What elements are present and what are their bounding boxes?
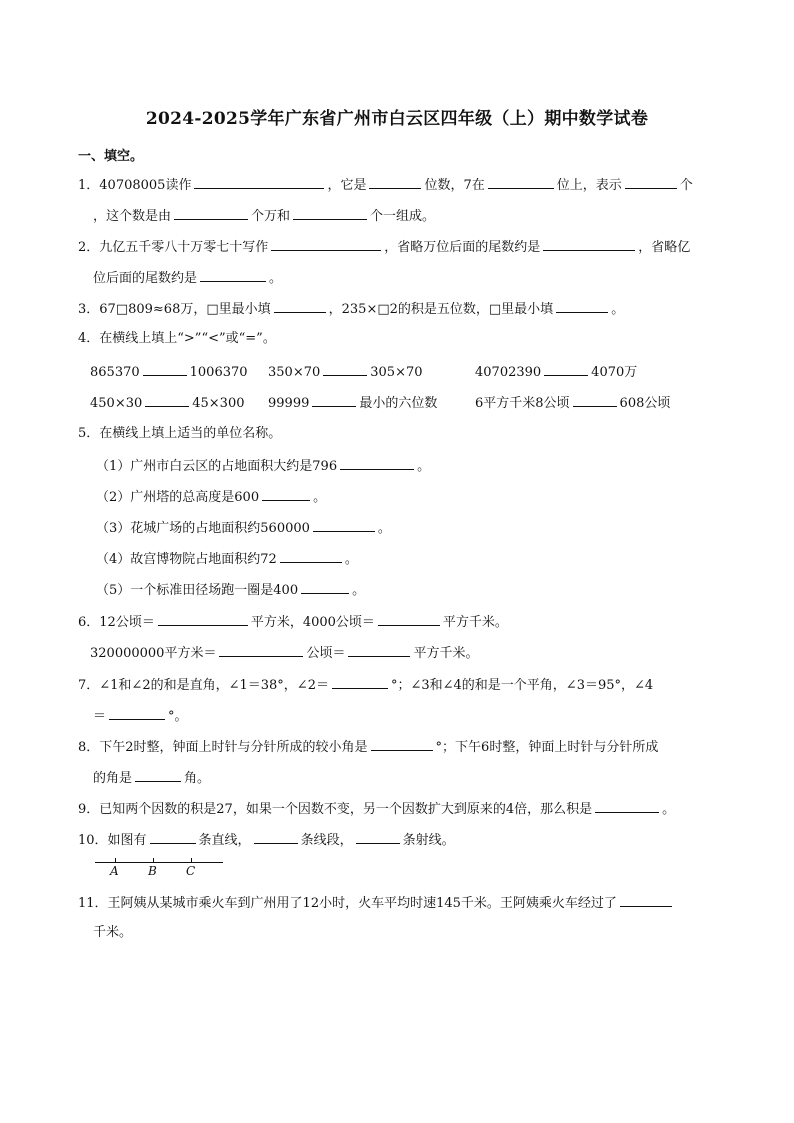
q6-blank-4[interactable] bbox=[348, 643, 410, 657]
point-a-label: A bbox=[110, 864, 119, 878]
q6-blank-2[interactable] bbox=[378, 612, 440, 626]
question-2-line-1 bbox=[78, 237, 690, 257]
q4-expr: 45×300 bbox=[192, 396, 245, 411]
q4-row-1-col-3 bbox=[475, 362, 637, 382]
point-b-tick bbox=[153, 858, 154, 863]
q1-blank-meaning[interactable] bbox=[625, 175, 677, 189]
q8-text: 的角是 bbox=[93, 771, 133, 786]
q8-blank-1[interactable] bbox=[371, 737, 433, 751]
q6-text: 6．12公顷＝ bbox=[78, 615, 155, 630]
q1-text: 位上，表示 bbox=[556, 178, 622, 193]
q5-sub-2 bbox=[96, 487, 326, 507]
q5-text: （5）一个标准田径场跑一圈是400 bbox=[96, 583, 299, 598]
q2-text: ，省略万位后面的尾数约是 bbox=[384, 240, 541, 255]
q7-text: 7．∠1和∠2的和是直角，∠1＝38°，∠2＝ bbox=[78, 678, 329, 693]
question-9 bbox=[78, 799, 675, 819]
q6-text: 公顷＝ bbox=[306, 646, 346, 661]
q3-text: 3．67□809≈68万，□里最小填 bbox=[78, 302, 271, 317]
point-b-label: B bbox=[148, 864, 157, 878]
q1-blank-yi[interactable] bbox=[293, 206, 367, 220]
q4-row-1-col-1 bbox=[90, 362, 248, 382]
point-a-tick bbox=[115, 858, 116, 863]
q10-text: 条射线。 bbox=[402, 833, 455, 848]
q2-blank-wan-approx[interactable] bbox=[543, 237, 635, 251]
q9-text: 9．已知两个因数的积是27，如果一个因数不变，另一个因数扩大到原来的4倍，那么积是 bbox=[78, 802, 593, 817]
question-2-line-2 bbox=[93, 268, 282, 288]
q4-expr: 40702390 bbox=[475, 365, 542, 380]
q1-text: 1．40708005读作 bbox=[78, 178, 192, 193]
q4-expr: 450×30 bbox=[90, 396, 143, 411]
q1-blank-wan[interactable] bbox=[174, 206, 248, 220]
q6-text: 平方米，4000公顷＝ bbox=[250, 615, 375, 630]
q10-blank-rays[interactable] bbox=[356, 830, 400, 844]
q5-text: （1）广州市白云区的占地面积大约是796 bbox=[96, 459, 338, 474]
q4-expr: 4070万 bbox=[591, 365, 638, 380]
q4-row-2-col-3 bbox=[475, 393, 670, 413]
line-diagram bbox=[95, 856, 235, 882]
q5-text: （4）故宫博物院占地面积约72 bbox=[96, 552, 277, 567]
q1-blank-place[interactable] bbox=[488, 175, 554, 189]
q5-text: （2）广州塔的总高度是600 bbox=[96, 490, 260, 505]
q10-text: 条直线， bbox=[198, 833, 251, 848]
q8-text: 角。 bbox=[184, 771, 211, 786]
q7-text: ＝ bbox=[93, 709, 107, 724]
q9-blank[interactable] bbox=[595, 799, 659, 813]
q8-blank-2[interactable] bbox=[135, 768, 181, 782]
q5-blank-5[interactable] bbox=[301, 580, 349, 594]
question-3 bbox=[78, 299, 624, 319]
q1-blank-digits[interactable] bbox=[369, 175, 421, 189]
q4-blank[interactable] bbox=[145, 393, 189, 407]
question-6-line-2 bbox=[90, 643, 478, 663]
q10-blank-segments[interactable] bbox=[254, 830, 298, 844]
q5-text: 。 bbox=[417, 459, 431, 474]
q4-row-1-col-2 bbox=[268, 362, 423, 382]
q4-row-2-col-2 bbox=[268, 393, 437, 413]
q11-text: 11．王阿姨从某城市乘火车到广州用了12小时，火车平均时速145千米。王阿姨乘火车经过了 bbox=[78, 896, 617, 911]
q3-text: 。 bbox=[611, 302, 625, 317]
q4-blank[interactable] bbox=[312, 393, 356, 407]
q8-text: 8．下午2时整，钟面上时针与分针所成的较小角是 bbox=[78, 740, 368, 755]
question-7-line-2 bbox=[93, 706, 188, 726]
q10-blank-lines[interactable] bbox=[150, 830, 196, 844]
q4-expr: 305×70 bbox=[370, 365, 423, 380]
q4-expr: 608公顷 bbox=[619, 396, 671, 411]
q8-text: °；下午6时整，钟面上时针与分针所成 bbox=[435, 740, 659, 755]
q1-text: ，这个数是由 bbox=[93, 209, 172, 224]
question-1-line-2 bbox=[93, 206, 435, 226]
q6-blank-1[interactable] bbox=[158, 612, 248, 626]
q11-blank[interactable] bbox=[620, 893, 672, 907]
q3-blank-2[interactable] bbox=[556, 299, 608, 313]
question-8-line-2 bbox=[93, 768, 210, 788]
q2-blank-write[interactable] bbox=[271, 237, 381, 251]
q5-blank-2[interactable] bbox=[262, 487, 310, 501]
q1-text: 个 bbox=[679, 178, 693, 193]
q5-text: 。 bbox=[313, 490, 327, 505]
point-c-tick bbox=[191, 858, 192, 863]
q7-blank-1[interactable] bbox=[332, 675, 388, 689]
q4-expr: 1006370 bbox=[189, 365, 248, 380]
q4-expr: 350×70 bbox=[268, 365, 321, 380]
q5-sub-1 bbox=[96, 456, 430, 476]
q5-text: 。 bbox=[377, 521, 391, 536]
q4-row-2-col-1 bbox=[90, 393, 245, 413]
q5-text: 。 bbox=[344, 552, 358, 567]
q4-blank[interactable] bbox=[573, 393, 617, 407]
q5-blank-3[interactable] bbox=[313, 518, 375, 532]
question-11-line-1 bbox=[78, 893, 675, 913]
q5-blank-1[interactable] bbox=[340, 456, 414, 470]
q9-text: 。 bbox=[662, 802, 676, 817]
q10-text: 10．如图有 bbox=[78, 833, 147, 848]
q4-expr: 6平方千米8公顷 bbox=[475, 396, 570, 411]
q5-text: （3）花城广场的占地面积约560000 bbox=[96, 521, 310, 536]
question-4: 4．在横线上填上“>”“<”或“=”。 bbox=[78, 331, 276, 346]
q1-text: 个万和 bbox=[251, 209, 291, 224]
question-10 bbox=[78, 830, 455, 850]
q2-blank-yi-approx[interactable] bbox=[200, 268, 266, 282]
question-5: 5．在横线上填上适当的单位名称。 bbox=[78, 426, 282, 441]
q5-text: 。 bbox=[352, 583, 366, 598]
q6-text: 平方千米。 bbox=[413, 646, 479, 661]
question-1-line-1 bbox=[78, 175, 693, 195]
q5-blank-4[interactable] bbox=[280, 549, 342, 563]
q2-text: 位后面的尾数约是 bbox=[93, 271, 198, 286]
question-11-line-2: 千米。 bbox=[93, 925, 133, 940]
q7-text: °。 bbox=[168, 709, 188, 724]
q6-blank-3[interactable] bbox=[219, 643, 303, 657]
q4-expr: 865370 bbox=[90, 365, 140, 380]
q1-blank-reading[interactable] bbox=[194, 175, 324, 189]
q1-text: ，它是 bbox=[327, 178, 367, 193]
q4-blank[interactable] bbox=[544, 362, 588, 376]
q4-expr: 99999 bbox=[268, 396, 310, 411]
q6-text: 平方千米。 bbox=[442, 615, 508, 630]
q4-blank[interactable] bbox=[143, 362, 187, 376]
q2-text: ，省略亿 bbox=[638, 240, 691, 255]
q3-blank-1[interactable] bbox=[274, 299, 326, 313]
q5-sub-3 bbox=[96, 518, 391, 538]
question-6-line-1 bbox=[78, 612, 508, 632]
section-heading-fill-blank: 一、填空。 bbox=[78, 149, 144, 164]
q5-sub-5 bbox=[96, 580, 365, 600]
q2-text: 2．九亿五千零八十万零七十写作 bbox=[78, 240, 269, 255]
q10-text: 条线段， bbox=[300, 833, 353, 848]
page-title: 2024-2025学年广东省广州市白云区四年级（上）期中数学试卷 bbox=[145, 109, 649, 129]
q2-text: 。 bbox=[269, 271, 283, 286]
q6-text: 320000000平方米＝ bbox=[90, 646, 217, 661]
q3-text: ，235×□2的积是五位数，□里最小填 bbox=[328, 302, 554, 317]
q1-text: 位数，7在 bbox=[424, 178, 485, 193]
question-7-line-1 bbox=[78, 675, 653, 695]
q4-blank[interactable] bbox=[323, 362, 367, 376]
question-8-line-1 bbox=[78, 737, 658, 757]
q1-text: 个一组成。 bbox=[370, 209, 436, 224]
q4-expr: 最小的六位数 bbox=[359, 396, 438, 411]
q7-text: °；∠3和∠4的和是一个平角，∠3＝95°，∠4 bbox=[390, 678, 654, 693]
point-c-label: C bbox=[186, 864, 196, 878]
q5-sub-4 bbox=[96, 549, 358, 569]
q7-blank-2[interactable] bbox=[109, 706, 165, 720]
